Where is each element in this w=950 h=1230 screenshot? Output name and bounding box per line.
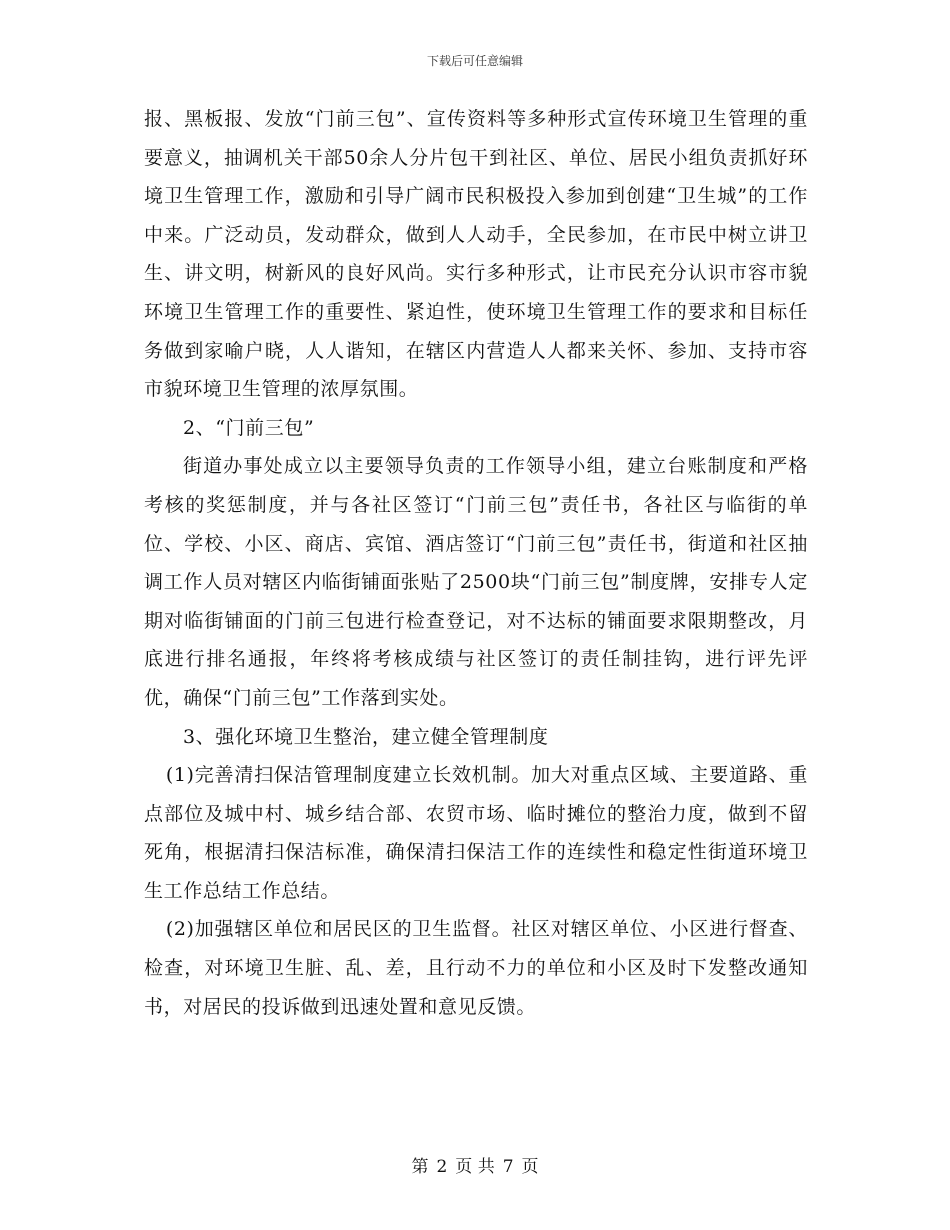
document-body (144, 100, 808, 1026)
footer-total-pages: 7 (502, 1157, 514, 1177)
paragraph-item-2: (2)加强辖区单位和居民区的卫生监督。社区对辖区单位、小区进行督查、检查，对环境卫生脏、乱、差，且行动不力的单位和小区及时下发整改通知书，对居民的投诉做到迅速处置和意见反馈。 (144, 918, 808, 1018)
page-footer (0, 1152, 950, 1177)
section-heading-3: 3、强化环境卫生整治，建立健全管理制度 (182, 725, 549, 748)
footer-suffix: 页 (521, 1157, 539, 1177)
paragraph-continuation: 报、黑板报、发放“门前三包”、宣传资料等多种形式宣传环境卫生管理的重要意义，抽调机关干部50余人分片包干到社区、单位、居民小组负责抓好环境卫生管理工作，激励和引导广阔市民积极投入参加到创建“卫生城”的工作中来。广泛动员，发动群众，做到人人动手，全民参加，在市民中树立讲卫生、讲文明，树新风的良好风尚。实行多种形式，让市民充分认识市容市貌环境卫生管理工作的重要性、紧迫性，使环境卫生管理工作的要求和目标任务做到家喻户晓，人人谐知，在辖区内营造人人都来关怀、参加、支持市容市貌环境卫生管理的浓厚氛围。 (144, 108, 808, 401)
page-header: 下载后可任意编辑 (426, 54, 523, 68)
footer-page-number: 2 (436, 1157, 448, 1177)
paragraph-section-2: 街道办事处成立以主要领导负责的工作领导小组，建立台账制度和严格考核的奖惩制度，并与各社区签订“门前三包”责任书，各社区与临街的单位、学校、小区、商店、宾馆、酒店签订“门前三包”责任书，街道和社区抽调工作人员对辖区内临街铺面张贴了2500块“门前三包”制度牌，安排专人定期对临街铺面的门前三包进行检查登记，对不达标的铺面要求限期整改，月底进行排名通报，年终将考核成绩与社区签订的责任制挂钩，进行评先评优，确保“门前三包”工作落到实处。 (144, 455, 808, 709)
footer-prefix: 第 (411, 1157, 429, 1177)
section-heading-2: 2、“门前三包” (182, 416, 315, 439)
footer-middle: 页 共 (455, 1157, 495, 1177)
paragraph-item-1: (1)完善清扫保洁管理制度建立长效机制。加大对重点区域、主要道路、重点部位及城中村、城乡结合部、农贸市场、临时摊位的整治力度，做到不留死角，根据清扫保洁标准，确保清扫保洁工作的连续性和稳定性街道环境卫生工作总结工作总结。 (144, 764, 808, 902)
